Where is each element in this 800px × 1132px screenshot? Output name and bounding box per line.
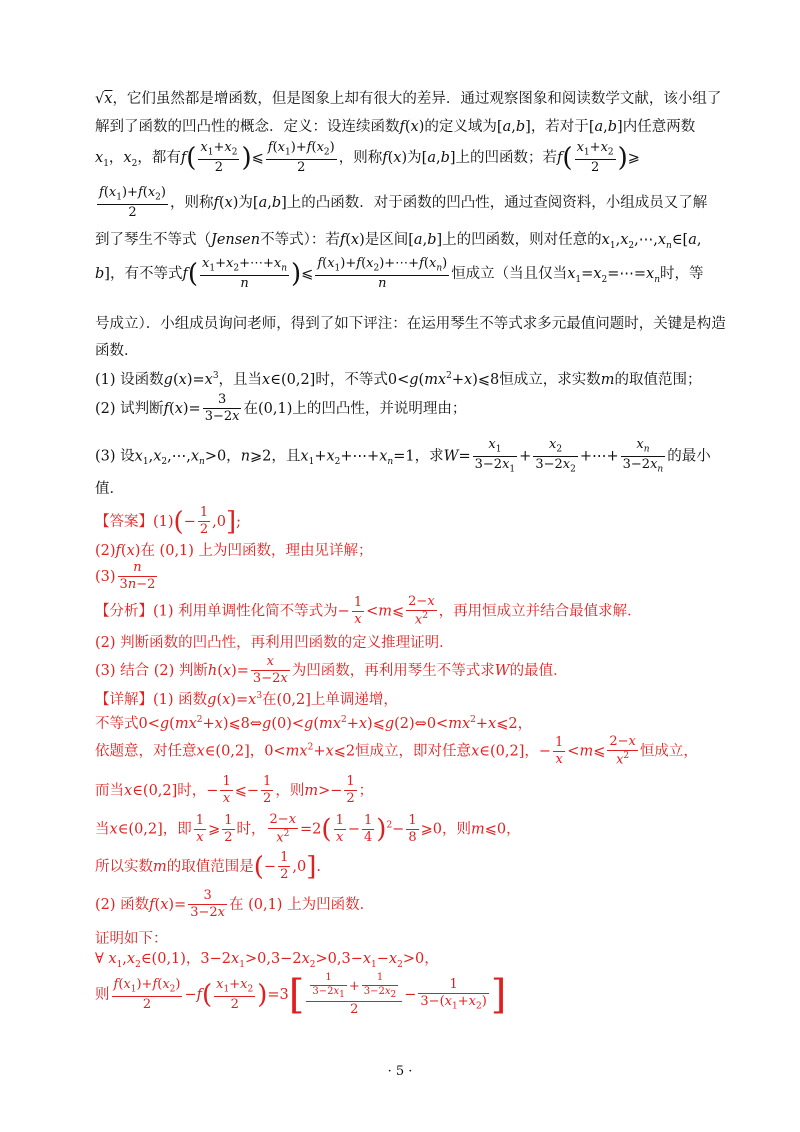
intro-line-6: b]，有不等式f( $\frac{x_1+x_2+\cdots+x_n}{n}$ )⩽ $\frac{f(x_1)+f(x_2)+\cdots+f(x_n)}{n}$ 恒成立（当且仅当$x_1=x_2=\cdots=x_n$时，等 <box>95 256 704 291</box>
page-number: · 5 · <box>387 1064 413 1079</box>
detail-3: 依题意，对任意x∈(0,2]，$0<mx^2+x⩽2$恒成立，即对任意x∈(0,2]，− $\frac{1}{x}$ <m⩽ $\frac{2-x}{x^2}$ 恒成立， <box>95 734 698 768</box>
analysis-1: 【分析】(1) 利用单调性化简不等式为− $\frac{1}{x}$ <m⩽ $\frac{2-x}{x^2}$ ，再用恒成立并结合最值求解． <box>95 594 642 628</box>
detail-2: 不等式$0<g(mx^2+x)⩽8\Leftrightarrow g(0)<g(mx^2+x)⩽g(2)\Leftrightarrow 0<mx^2+x⩽2$， <box>95 715 533 732</box>
detail-8: 证明如下： <box>95 931 168 947</box>
question-3: (3) 设$x_1,x_2,\cdots,x_n>0$，n⩾2，且$x_1+x_2+\cdots+x_n=1$，求W= $\frac{x_1}{3-2x_1}$ + $\frac{x_2}{3-2x_2}$ +⋯+ $\frac{x_n}{3-2x_n}$ 的最小 <box>95 437 711 475</box>
detail-6: 所以实数m的取值范围是(− $\frac{1}{2}$ ,0]. <box>95 850 321 883</box>
detail-9: ∀ $x_1,x_2\in(0,1)$，$3-2x_1>0,3-2x_2>0,3-x_1-x_2>0$， <box>95 951 439 970</box>
intro-line-1: √x，它们虽然都是增函数，但是图象上却有很大的差异．通过观察图象和阅读数学文献，该小组了 <box>95 91 722 107</box>
analysis-3: (3) 结合 (2) 判断h(x)= $\frac{x}{3-2x}$ 为凹函数，再利用琴生不等式求W的最值． <box>95 654 568 687</box>
answer-1: 【答案】(1)(− $\frac{1}{2}$ ,0]; <box>95 505 242 538</box>
answer-3: (3) $\frac{n}{3n-2}$ <box>95 560 156 593</box>
question-1: (1) 设函数$g(x)=x^3$，且当x∈(0,2]时，不等式$0<g(mx^2+x)⩽8$恒成立，求实数m的取值范围； <box>95 371 702 388</box>
detail-10: 则 $\frac{f(x_1)+f(x_2)}{2}$ −f( $\frac{x_1+x_2}{2}$ )=3[ $\frac{1}{3-2x_1}$ + $\frac{1}{3-2x_2}$ 2 − $\frac{1}{3-(x_1+x_2)}$ ] <box>95 972 507 1018</box>
answer-2: (2)f(x)在 (0,1) 上为凹函数，理由见详解； <box>95 543 373 559</box>
detail-1: 【详解】(1) 函数$g(x)=x^3$在(0,2]上单调递增， <box>95 691 398 708</box>
intro-line-2: 解到了函数的凹凸性的概念．定义：设连续函数f(x)的定义域为[a,b]，若对于[a,b]内任意两数 <box>95 119 696 135</box>
intro-line-5: 到了琴生不等式（Jensen不等式）：若f(x)是区间[a,b]上的凹函数，则对任意的$x_1,x_2,\cdots,x_n\in[a$, <box>95 232 702 251</box>
question-3-end: 值． <box>95 481 124 497</box>
intro-line-4: $\frac{f(x_1)+f(x_2)}{2}$ ，则称f(x)为[a,b]上的凸函数．对于函数的凹凸性，通过查阅资料，小组成员又了解 <box>99 185 708 220</box>
detail-5: 当x∈(0,2]，即 $\frac{1}{x}$ ⩾ $\frac{1}{2}$ 时， $\frac{2-x}{x^2}$ =2( $\frac{1}{x}$ − $\frac{1}{4}$ )$^2$− $\frac{1}{8}$ ⩾0，则m⩽0， <box>95 812 521 846</box>
question-2: (2) 试判断f(x)= $\frac{3}{3-2x}$ 在(0,1)上的凹凸性，并说明理由； <box>95 392 467 425</box>
intro-line-8: 函数． <box>95 343 139 359</box>
detail-7: (2) 函数f(x)= $\frac{3}{3-2x}$ 在 (0,1) 上为凹函数． <box>95 888 375 921</box>
intro-line-7: 号成立）．小组成员询问老师，得到了如下评注：在运用琴生不等式求多元最值问题时，关键是构造 <box>95 316 726 332</box>
intro-line-3: $x_1$，$x_2$，都有f( $\frac{x_1+x_2}{2}$ )⩽ $\frac{f(x_1)+f(x_2)}{2}$ ，则称f(x)为[a,b]上的凹函数；若f( $\frac{x_1+x_2}{2}$ )⩾ <box>95 140 640 175</box>
detail-4: 而当x∈(0,2]时，− $\frac{1}{x}$ ⩽− $\frac{1}{2}$ ，则m>− $\frac{1}{2}$ ； <box>95 774 374 807</box>
analysis-2: (2) 判断函数的凹凸性，再利用凹函数的定义推理证明． <box>95 635 454 651</box>
